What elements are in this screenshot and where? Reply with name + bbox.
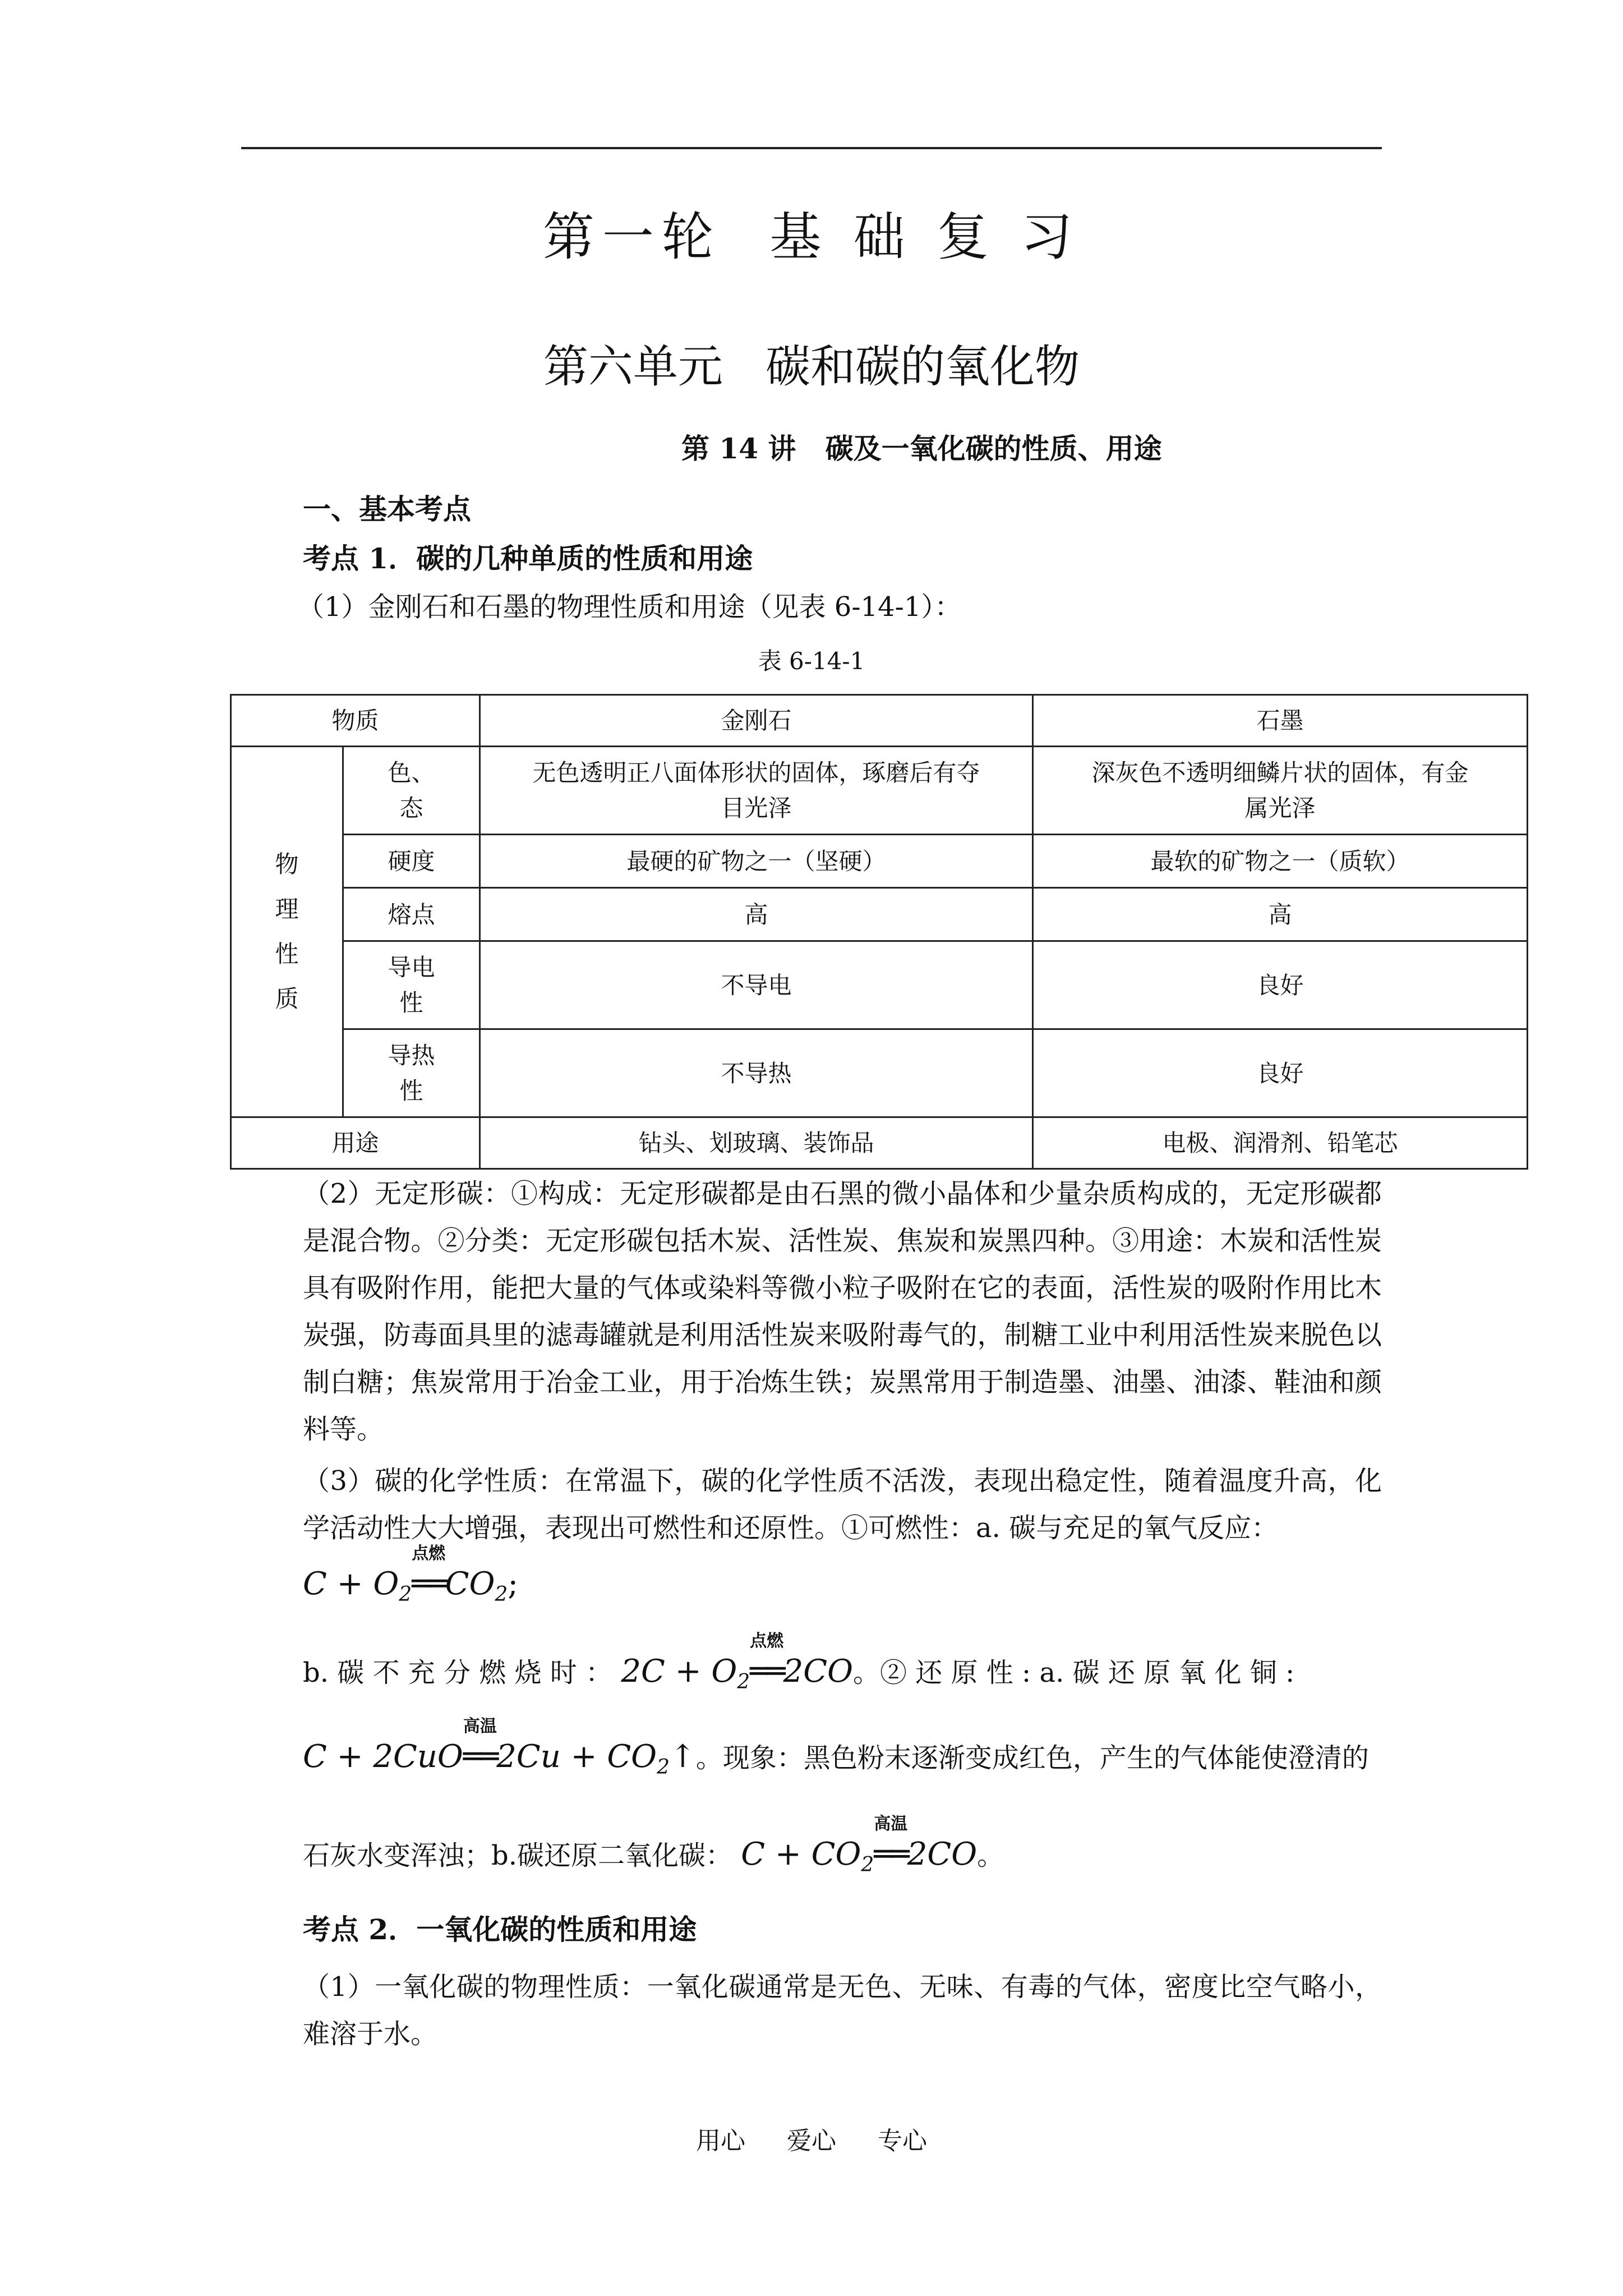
cell-graphite-thermal: 良好 <box>1033 1029 1528 1117</box>
cell-diamond-thermal: 不导热 <box>480 1029 1033 1117</box>
lecture-title: 第 14 讲 碳及一氧化碳的性质、用途 <box>681 432 1162 465</box>
row-label-use: 用途 <box>231 1117 480 1169</box>
cell-graphite-color-state: 深灰色不透明细鳞片状的固体，有金 属光泽 <box>1033 747 1528 835</box>
row-label-hardness: 硬度 <box>343 835 480 888</box>
equation-carbon-reduce-copper-oxide: C + 2CuO 高温 ══2Cu + $CO_2↑$ <box>303 1717 696 1779</box>
equation-line-4: 石灰水变浑浊；b.碳还原二氧化碳： $C + CO_2$ 高温 ══2CO。 <box>303 1814 1004 1877</box>
cell-graphite-use: 电极、润滑剂、铅笔芯 <box>1033 1117 1528 1169</box>
cell-diamond-color-state: 无色透明正八面体形状的固体，琢磨后有夺 目光泽 <box>480 747 1033 835</box>
table-row <box>231 888 1528 941</box>
row-label-color-state: 色、 态 <box>343 747 480 835</box>
properties-table <box>230 694 1528 1170</box>
main-title: 第一轮 基 础 复 习 <box>542 207 1081 267</box>
equation-carbon-partial-combustion: $2C + O_2$ 点燃 ══2CO <box>621 1631 853 1694</box>
table-row <box>231 1029 1528 1117</box>
header-cell-substance: 物质 <box>231 695 480 747</box>
cell-diamond-melting-point: 高 <box>480 888 1033 941</box>
equation-carbon-full-combustion: $C + O_2$ 点燃 $══CO_2$; <box>303 1544 519 1607</box>
point2-heading: 考点 2．一氧化碳的性质和用途 <box>303 1913 697 1946</box>
cell-graphite-melting-point: 高 <box>1033 888 1528 941</box>
gas-arrow-icon: ↑ <box>670 1738 696 1775</box>
table-caption: 表 6-14-1 <box>758 647 865 675</box>
section-heading: 一、基本考点 <box>303 493 471 526</box>
equation-line-1 <box>303 1544 519 1607</box>
point1-heading: 考点 1．碳的几种单质的性质和用途 <box>303 542 753 575</box>
header-cell-diamond: 金刚石 <box>480 695 1033 747</box>
chemical-properties-paragraph: （3）碳的化学性质：在常温下，碳的化学性质不活泼，表现出稳定性，随着温度升高，化学活动性大大增强，表现出可燃性和还原性。①可燃性：a. 碳与充足的氧气反应： <box>303 1465 1382 1544</box>
row-label-melting-point: 熔点 <box>343 888 480 941</box>
point1-intro: （1）金刚石和石墨的物理性质和用途（见表 6-14-1）： <box>297 591 962 623</box>
table-row <box>231 747 1528 835</box>
amorphous-carbon-paragraph: （2）无定形碳：①构成：无定形碳都是由石黑的微小晶体和少量杂质构成的，无定形碳都是混合物。②分类：无定形碳包括木炭、活性炭、焦炭和炭黑四种。③用途：木炭和活性炭具有吸附作用，能把大量的气体或染料等微小粒子吸附在它的表面，活性炭的吸附作用比木炭强，防毒面具里的滤毒罐就是利用活性炭来吸附毒气的，制糖工业中利用活性炭来脱色以制白糖；焦炭常用于冶金工业，用于冶炼生铁；炭黑常用于制造墨、油墨、油漆、鞋油和颜料等。 <box>303 1178 1382 1445</box>
equation-line-2: b. 碳 不 充 分 燃 烧 时 ： $2C + O_2$ 点燃 ══2CO。② 还 原 性 : a. 碳 还 原 氧 化 铜 : <box>303 1631 1295 1694</box>
table-row <box>231 941 1528 1029</box>
table-row <box>231 835 1528 888</box>
co-physical-properties-paragraph: （1）一氧化碳的物理性质：一氧化碳通常是无色、无味、有毒的气体，密度比空气略小，难溶于水。 <box>303 1971 1382 2050</box>
table-row <box>231 1117 1528 1169</box>
group-label-physical: 物 理 性 质 <box>231 747 343 1117</box>
row-label-conductivity: 导电 性 <box>343 941 480 1029</box>
cell-diamond-conductivity: 不导电 <box>480 941 1033 1029</box>
page-footer: 用心 爱心 专心 <box>696 2127 927 2155</box>
reaction-condition: 高温 <box>874 1814 908 1834</box>
cell-graphite-conductivity: 良好 <box>1033 941 1528 1029</box>
row-label-thermal: 导热 性 <box>343 1029 480 1117</box>
cell-diamond-hardness: 最硬的矿物之一（坚硬） <box>480 835 1033 888</box>
cell-diamond-use: 钻头、划玻璃、装饰品 <box>480 1117 1033 1169</box>
reaction-condition: 高温 <box>463 1717 497 1736</box>
equation-line-3: C + 2CuO 高温 ══2Cu + $CO_2↑$。现象：黑色粉末逐渐变成红色，产生的气体能使澄清的 <box>303 1717 1369 1779</box>
table-header-row <box>231 695 1528 747</box>
reaction-condition: 点燃 <box>412 1544 446 1563</box>
unit-title: 第六单元 碳和碳的氧化物 <box>543 341 1080 393</box>
reaction-condition: 点燃 <box>750 1631 784 1651</box>
header-rule <box>241 147 1382 149</box>
equation-carbon-reduce-co2: $C + CO_2$ 高温 ══2CO <box>741 1814 978 1877</box>
cell-graphite-hardness: 最软的矿物之一（质软） <box>1033 835 1528 888</box>
header-cell-graphite: 石墨 <box>1033 695 1528 747</box>
